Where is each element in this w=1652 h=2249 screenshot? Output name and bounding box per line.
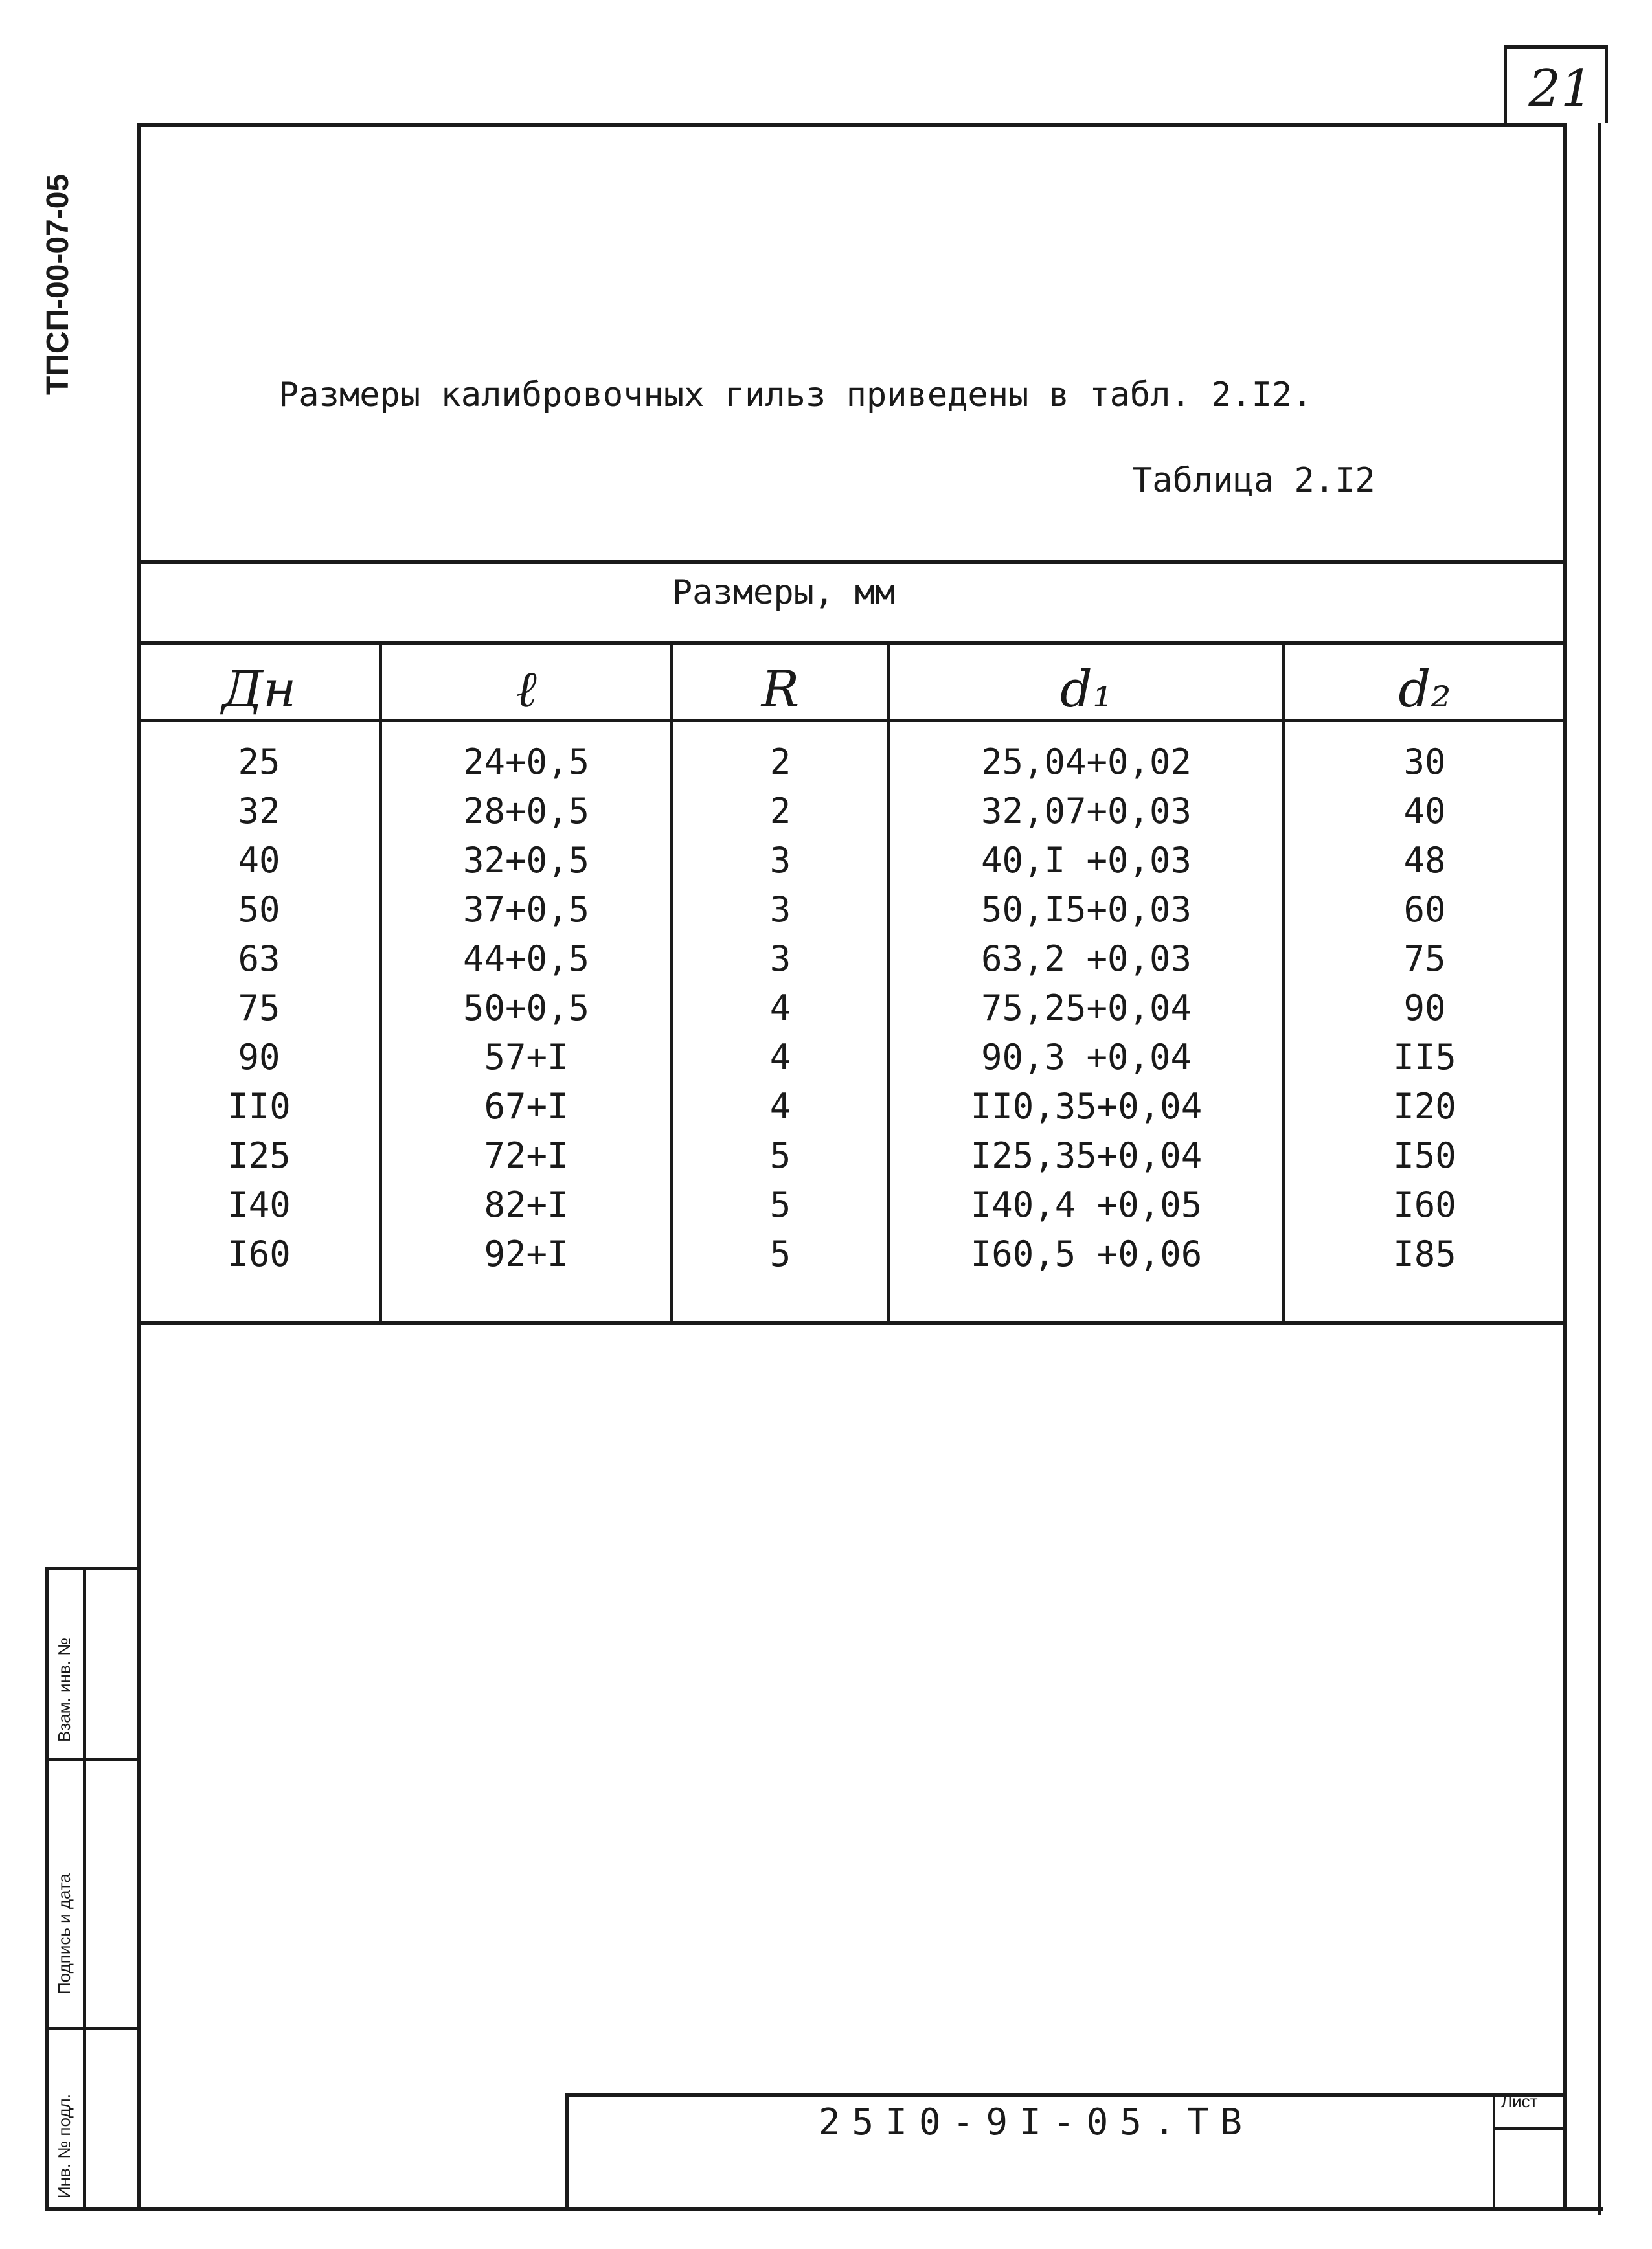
frame-right-outer — [1598, 123, 1601, 2215]
cell-l: 37+0,5 — [462, 889, 590, 930]
cell-r: 2 — [769, 791, 791, 831]
cell-r: 2 — [769, 741, 791, 782]
doc-code-text: ТПСП-00-07-05 — [41, 174, 75, 395]
cell-d2: 75 — [1403, 938, 1446, 979]
cell-d2: 48 — [1403, 840, 1446, 881]
cell-l: 57+I — [484, 1037, 569, 1078]
cell-r: 5 — [769, 1234, 791, 1274]
cell-dn: 50 — [238, 889, 280, 930]
cell-d1: 25,04+0,02 — [980, 741, 1192, 782]
cell-d2: 40 — [1403, 791, 1446, 831]
title-block-top — [565, 2093, 1565, 2097]
cell-d2: 30 — [1403, 741, 1446, 782]
cell-d1: I25,35+0,04 — [970, 1135, 1203, 1176]
stamp-hline-1 — [45, 1567, 139, 1570]
colhead-d1: d₁ — [1059, 661, 1113, 719]
stamp-signature-date: Подпись и дата — [54, 1873, 74, 1995]
cell-r: 4 — [769, 1086, 791, 1127]
page-num-box-left — [1504, 45, 1507, 123]
stamp-replace-inv: Взам. инв. № — [54, 1637, 74, 1742]
cell-d2: II5 — [1393, 1037, 1456, 1078]
cell-d1: II0,35+0,04 — [970, 1086, 1203, 1127]
cell-r: 4 — [769, 1037, 791, 1078]
cell-d2: 60 — [1403, 889, 1446, 930]
colhead-r: R — [761, 661, 800, 719]
stamp-hline-3 — [45, 2027, 139, 2030]
cell-d1: I40,4 +0,05 — [970, 1184, 1203, 1225]
cell-l: 28+0,5 — [462, 791, 590, 831]
cell-l: 50+0,5 — [462, 988, 590, 1028]
colhead-l: ℓ — [515, 661, 537, 719]
cell-dn: 25 — [238, 741, 280, 782]
cell-l: 72+I — [484, 1135, 569, 1176]
cell-d2: I20 — [1393, 1086, 1456, 1127]
cell-r: 3 — [769, 889, 791, 930]
title-block-sheet-line — [1493, 2127, 1565, 2130]
cell-r: 3 — [769, 840, 791, 881]
dimensions-header: Размеры, мм — [672, 573, 896, 612]
sheet-label: Лист — [1501, 2092, 1538, 2111]
table-bottom-line — [139, 1321, 1567, 1325]
cell-r: 3 — [769, 938, 791, 979]
title-block-sheet-sep — [1493, 2093, 1495, 2209]
cell-l: 44+0,5 — [462, 938, 590, 979]
cell-d2: I60 — [1393, 1184, 1456, 1225]
cell-l: 67+I — [484, 1086, 569, 1127]
cell-d2: I85 — [1393, 1234, 1456, 1274]
stamp-hline-2 — [45, 1758, 139, 1761]
table-caption: Таблица 2.I2 — [1132, 461, 1375, 500]
document-code: 25I0-9I-05.ТВ — [818, 2101, 1254, 2143]
cell-dn: 40 — [238, 840, 280, 881]
cell-l: 24+0,5 — [462, 741, 590, 782]
colhead-dn: Дн — [221, 661, 297, 719]
cell-r: 5 — [769, 1184, 791, 1225]
cell-dn: II0 — [227, 1086, 291, 1127]
colhead-d2: d₂ — [1398, 661, 1451, 719]
cell-dn: 90 — [238, 1037, 280, 1078]
page-num-box-top — [1504, 45, 1607, 49]
cell-dn: 75 — [238, 988, 280, 1028]
intro-text: Размеры калибровочных гильз приведены в табл. 2.I2. — [278, 376, 1313, 414]
cell-d2: 90 — [1403, 988, 1446, 1028]
stamp-inv-orig: Инв. № подл. — [54, 2094, 74, 2198]
cell-r: 5 — [769, 1135, 791, 1176]
cell-d2: I50 — [1393, 1135, 1456, 1176]
cell-d1: 75,25+0,04 — [980, 988, 1192, 1028]
header-divider — [139, 641, 1567, 645]
cell-d1: 90,3 +0,04 — [980, 1037, 1192, 1078]
colhead-divider — [139, 719, 1567, 722]
table-top-line — [139, 560, 1567, 564]
cell-dn: I25 — [227, 1135, 291, 1176]
cell-d1: I60,5 +0,06 — [970, 1234, 1203, 1274]
cell-d1: 32,07+0,03 — [980, 791, 1192, 831]
cell-dn: 63 — [238, 938, 280, 979]
stamp-vline-2 — [83, 1567, 86, 2208]
cell-l: 82+I — [484, 1184, 569, 1225]
cell-dn: I60 — [227, 1234, 291, 1274]
stamp-vline-1 — [45, 1567, 49, 2208]
cell-dn: I40 — [227, 1184, 291, 1225]
cell-r: 4 — [769, 988, 791, 1028]
cell-l: 92+I — [484, 1234, 569, 1274]
cell-d1: 50,I5+0,03 — [980, 889, 1192, 930]
frame-bottom — [45, 2207, 1603, 2211]
page-number: 21 — [1528, 60, 1593, 118]
cell-d1: 40,I +0,03 — [980, 840, 1192, 881]
cell-dn: 32 — [238, 791, 280, 831]
frame-top — [139, 123, 1567, 127]
title-block-left — [565, 2093, 569, 2209]
page-num-box-right — [1605, 45, 1608, 123]
cell-d1: 63,2 +0,03 — [980, 938, 1192, 979]
cell-l: 32+0,5 — [462, 840, 590, 881]
